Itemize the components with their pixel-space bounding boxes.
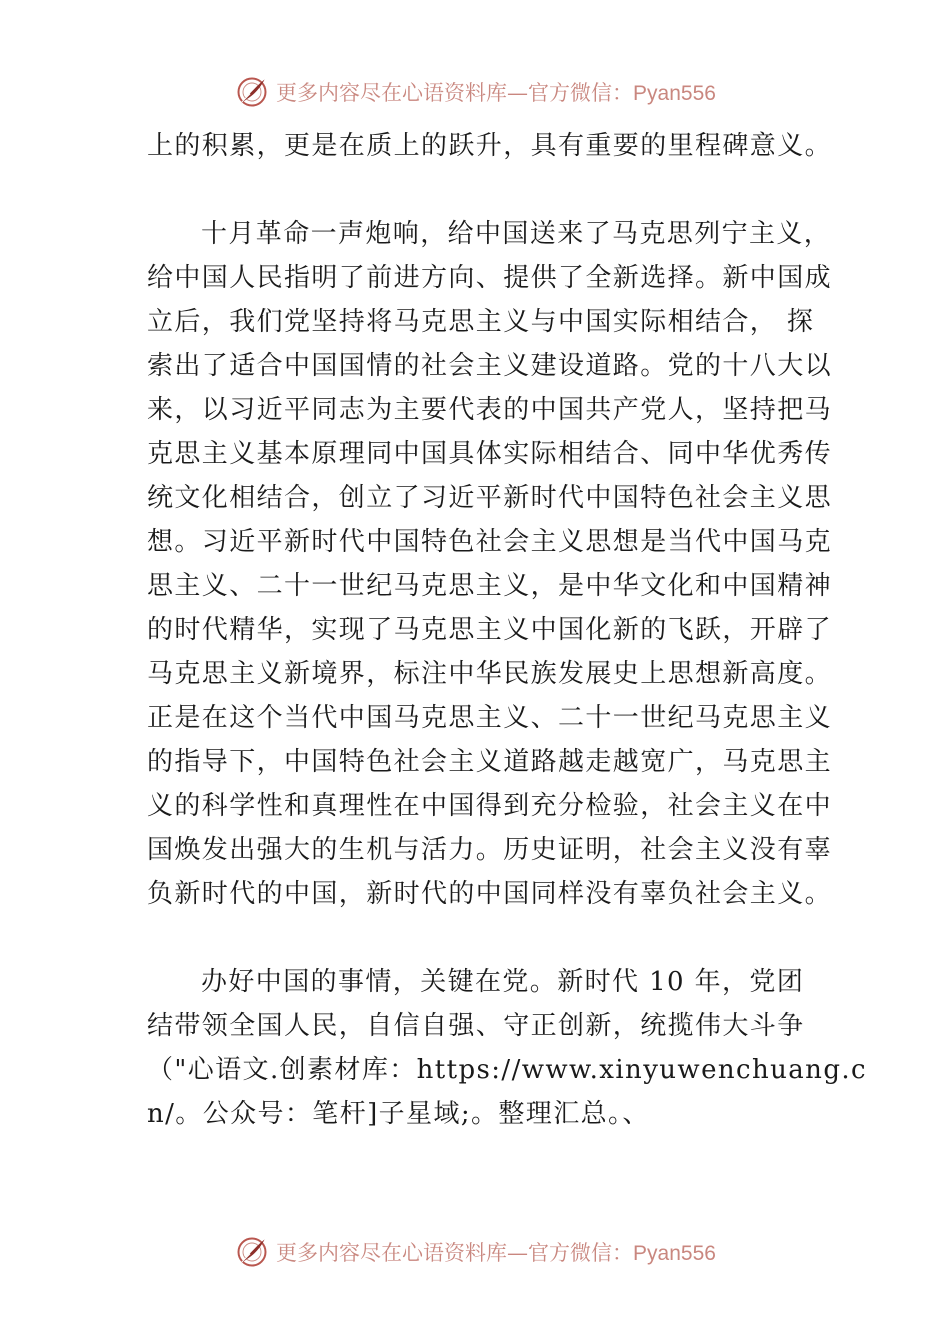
banner-text: 更多内容尽在心语资料库—官方微信：Pyan556 <box>276 1241 716 1265</box>
paragraph-line: 想。习近平新时代中国特色社会主义思想是当代中国马克 <box>147 527 833 557</box>
paragraph-gap <box>147 168 827 212</box>
paragraph-line: 的时代精华，实现了马克思主义中国化新的飞跃，开辟了 <box>147 615 833 645</box>
feather-seal-icon <box>234 74 270 110</box>
document-body <box>147 124 867 1136</box>
paragraph-line: 给中国人民指明了前进方向、提供了全新选择。新中国成 <box>147 263 833 293</box>
paragraph-line: 克思主义基本原理同中国具体实际相结合、同中华优秀传 <box>147 439 833 469</box>
paragraph-line: 办好中国的事情，关键在党。新时代 10 年，党团 <box>201 967 805 997</box>
paragraph-line: 的指导下，中国特色社会主义道路越走越宽广，马克思主 <box>147 747 833 777</box>
paragraph-line: n/。公众号：笔杆]子星域;。整理汇总。、 <box>147 1099 650 1129</box>
paragraph-line: 正是在这个当代中国马克思主义、二十一世纪马克思主义 <box>147 703 833 733</box>
paragraph-line: 思主义、二十一世纪马克思主义，是中华文化和中国精神 <box>147 571 833 601</box>
footer-banner <box>0 1232 950 1272</box>
paragraph-line: 立后，我们党坚持将马克思主义与中国实际相结合， 探 <box>147 307 815 337</box>
paragraph-line: 来，以习近平同志为主要代表的中国共产党人，坚持把马 <box>147 395 833 425</box>
paragraph-line: 结带领全国人民，自信自强、守正创新，统揽伟大斗争 <box>147 1011 805 1041</box>
paragraph-line: （"心语文.创素材库：https://www.xinyuwenchuang.c <box>147 1055 867 1085</box>
paragraph-line: 索出了适合中国国情的社会主义建设道路。党的十八大以 <box>147 351 833 381</box>
paragraph-line: 统文化相结合，创立了习近平新时代中国特色社会主义思 <box>147 483 833 513</box>
paragraph-line: 负新时代的中国，新时代的中国同样没有辜负社会主义。 <box>147 879 833 909</box>
feather-seal-icon <box>234 1234 270 1270</box>
paragraph-line: 十月革命一声炮响，给中国送来了马克思列宁主义， <box>201 219 832 249</box>
paragraph-gap <box>147 916 827 960</box>
paragraph-line: 义的科学性和真理性在中国得到充分检验，社会主义在中 <box>147 791 833 821</box>
paragraph-line: 马克思主义新境界，标注中华民族发展史上思想新高度。 <box>147 659 833 689</box>
paragraph-line: 上的积累，更是在质上的跃升，具有重要的里程碑意义。 <box>147 131 833 161</box>
paragraph-line: 国焕发出强大的生机与活力。历史证明，社会主义没有辜 <box>147 835 833 865</box>
banner-text: 更多内容尽在心语资料库—官方微信：Pyan556 <box>276 81 716 105</box>
header-banner <box>0 72 950 112</box>
